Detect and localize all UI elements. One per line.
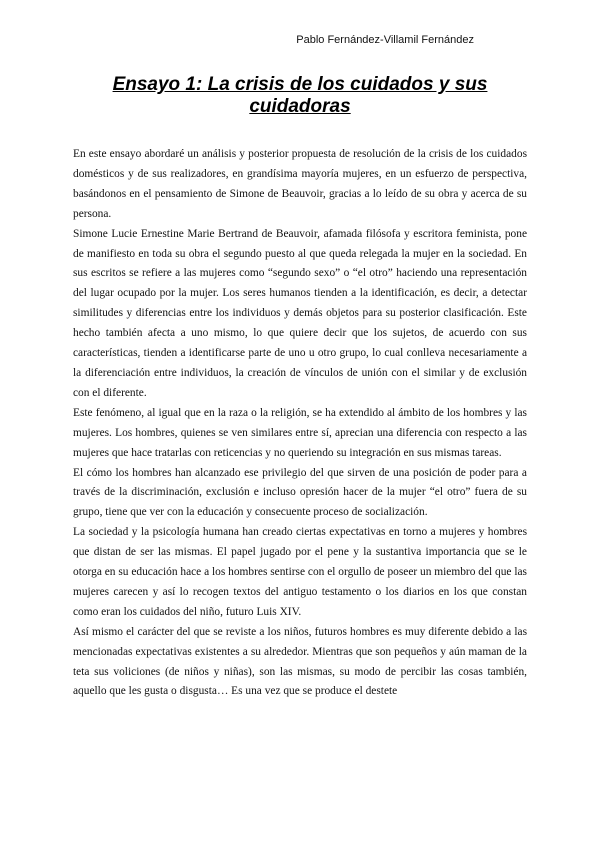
essay-body: [73, 145, 527, 702]
essay-title: Ensayo 1: La crisis de los cuidados y sus cuidadoras: [112, 74, 488, 117]
page-header-author: Pablo Fernández-Villamil Fernández: [296, 34, 474, 46]
paragraph-2: Simone Lucie Ernestine Marie Bertrand de Beauvoir, afamada filósofa y escritora feminista, pone de manifiesto en toda su obra el segundo puesto al que queda relegada la mujer en la sociedad. En sus escritos se refiere a las mujeres como “segundo sexo” o “el otro” haciendo una representación del lugar ocupado por la mujer. Los seres humanos tienden a la identificación, es decir, a detectar similitudes y diferencias entre los individuos y demás objetos para su posterior clasificación. Este hecho también afecta a uno mismo, lo que quiere decir que los sujetos, de acuerdo con sus características, tienden a identificarse parte de uno u otro grupo, lo cual conlleva necesariamente a la diferenciación entre individuos, la creación de vínculos de unión con el similar y de exclusión con el diferente.: [73, 227, 527, 399]
paragraph-5: La sociedad y la psicología humana han creado ciertas expectativas en torno a mujeres y hombres que distan de ser las mismas. El papel jugado por el pene y la sustantiva importancia que se le otorga en su educación hace a los hombres sentirse con el orgullo de poseer un miembro del que las mujeres carecen y así lo recogen textos del antiguo testamento o los diarios en los que constan como eran los cuidados del niño, futuro Luis XIV.: [73, 526, 527, 618]
paragraph-4: El cómo los hombres han alcanzado ese privilegio del que sirven de una posición de poder para a través de la discriminación, exclusión e incluso opresión hacer de la mujer “el otro” fuera de su grupo, tiene que ver con la educación y consecuente proceso de socialización.: [73, 466, 527, 519]
paragraph-6: Así mismo el carácter del que se reviste a los niños, futuros hombres es muy diferente debido a las mencionadas expectativas existentes a su alrededor. Mientras que son pequeños y aún maman de la teta sus voliciones (de niños y niñas), son las mismas, su modo de percibir las cosas también, aquello que les gusta o disgusta… Es una vez que se produce el destete: [73, 625, 527, 698]
paragraph-3: Este fenómeno, al igual que en la raza o la religión, se ha extendido al ámbito de los hombres y las mujeres. Los hombres, quienes se ven similares entre sí, aprecian una diferencia con respecto a las mujeres que hace tratarlas con reticencias y no queriendo su integración en sus mismas tareas.: [73, 406, 527, 459]
paragraph-1: En este ensayo abordaré un análisis y posterior propuesta de resolución de la crisis de los cuidados domésticos y de sus realizadores, en grandísima mayoría mujeres, en un esfuerzo de perspectiva, basándonos en el pensamiento de Simone de Beauvoir, gracias a lo leído de su obra y acerca de su persona.: [73, 148, 527, 220]
